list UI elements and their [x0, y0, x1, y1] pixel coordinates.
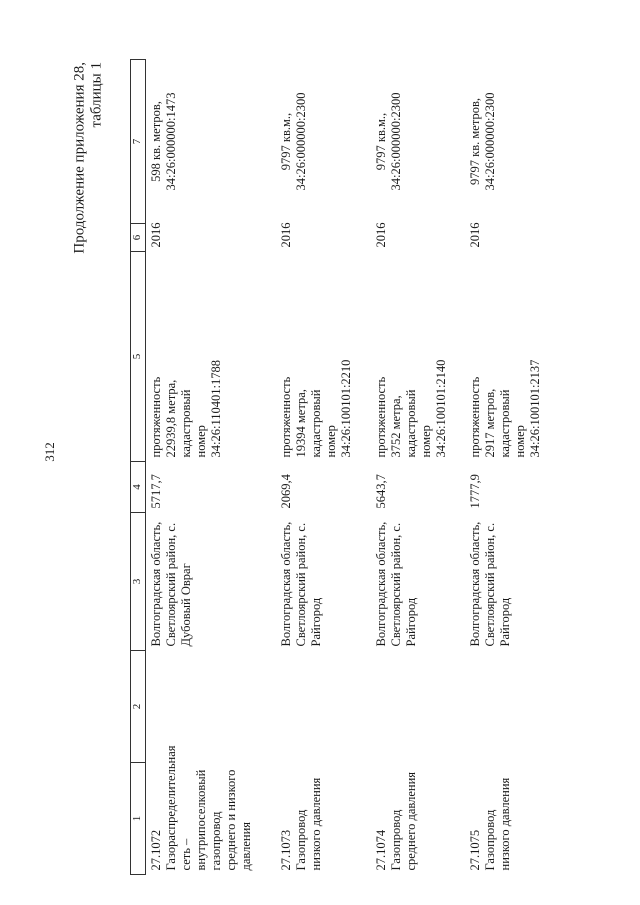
- desc-line: номер: [418, 425, 433, 458]
- row-location: Волгоградская область, Светлоярский район, с. Райгород: [373, 521, 418, 647]
- row-value: 1777,9: [468, 474, 483, 509]
- row-year: 2016: [373, 222, 388, 248]
- row-area: [276, 60, 371, 224]
- table-row: [371, 60, 466, 875]
- row-desc: [371, 252, 466, 462]
- desc-line: протяженность: [468, 376, 483, 458]
- row-name: Газопровод низкого давления: [483, 777, 513, 871]
- desc-line: 34:26:100101:2210: [338, 359, 353, 458]
- row-3-spacer: [371, 651, 466, 763]
- desc-line: 34:26:100101:2137: [528, 359, 543, 458]
- desc-line: кадастровый: [179, 389, 193, 458]
- row-name: Газораспределительная сеть – внутрипоселковый газопровод среднего и низкого давления: [164, 745, 253, 871]
- desc-line: протяженность: [149, 376, 163, 458]
- row-1-name-cell: [146, 745, 276, 875]
- area-line: 9797 кв.м.,: [278, 112, 293, 171]
- header-col-4: 4: [131, 462, 146, 513]
- desc-line: кадастровый: [498, 389, 513, 458]
- row-id: 27.1073: [278, 829, 293, 871]
- desc-line: 34:26:110401:1788: [209, 360, 223, 458]
- area-line: 34:26:000000:2300: [293, 92, 308, 191]
- row-desc: [276, 252, 371, 462]
- row-value: 5717,7: [149, 474, 163, 509]
- area-line: 9797 кв.м.,: [373, 112, 388, 171]
- table-row: [276, 60, 371, 875]
- desc-line: 34:26:100101:2140: [433, 359, 448, 458]
- desc-line: протяженность: [278, 376, 293, 458]
- table-row: [146, 60, 276, 875]
- rotated-table-container: [130, 60, 560, 875]
- header-col-2: 2: [131, 651, 146, 763]
- header-col-1: 1: [131, 763, 146, 875]
- header-row: [131, 60, 146, 875]
- header-col-6: 6: [131, 224, 146, 252]
- area-line: 34:26:000000:2300: [388, 92, 403, 191]
- row-name: Газопровод среднего давления: [388, 771, 418, 871]
- row-year: 2016: [278, 222, 293, 248]
- desc-line: номер: [194, 425, 208, 458]
- row-year: 2016: [468, 222, 483, 248]
- row-id: 27.1072: [149, 829, 163, 871]
- desc-line: 2917 метров,: [483, 388, 498, 458]
- row-id: 27.1075: [468, 829, 483, 871]
- row-location: Волгоградская область, Светлоярский район, с. Дубовый Овраг: [149, 521, 193, 647]
- desc-line: номер: [513, 425, 528, 458]
- desc-line: кадастровый: [308, 389, 323, 458]
- header-col-7: 7: [131, 60, 146, 224]
- row-location: Волгоградская область, Светлоярский район, с. Райгород: [468, 521, 513, 647]
- row-value: 5643,7: [373, 474, 388, 509]
- page-number: 312: [42, 442, 57, 462]
- row-area: [465, 60, 560, 224]
- caption-line-2: таблицы 1: [88, 62, 105, 128]
- row-location: Волгоградская область, Светлоярский район, с. Райгород: [278, 521, 323, 647]
- row-area: [371, 60, 466, 224]
- area-line: 34:26:000000:2300: [483, 92, 498, 191]
- desc-line: 3752 метра,: [388, 395, 403, 458]
- row-2-spacer: [276, 651, 371, 763]
- caption-line-1: Продолжение приложения 28,: [71, 62, 88, 254]
- desc-line: кадастровый: [403, 389, 418, 458]
- row-4-name-cell: [465, 763, 560, 875]
- desc-line: 19394 метра,: [293, 389, 308, 458]
- area-line: 34:26:000000:1473: [164, 92, 178, 191]
- row-4-spacer: [465, 651, 560, 763]
- row-year: 2016: [149, 222, 163, 248]
- row-name: Газопровод низкого давления: [293, 777, 323, 871]
- header-col-3: 3: [131, 513, 146, 651]
- row-desc: [465, 252, 560, 462]
- desc-line: протяженность: [373, 376, 388, 458]
- desc-line: 22939,8 метра,: [164, 379, 178, 458]
- row-3-name-cell: [371, 763, 466, 875]
- row-area: [146, 60, 276, 224]
- area-line: 9797 кв. метров,: [468, 98, 483, 185]
- area-line: 598 кв. метров,: [149, 101, 163, 182]
- row-desc: [146, 252, 276, 462]
- data-table: [130, 59, 560, 875]
- row-2-name-cell: [276, 763, 371, 875]
- row-id: 27.1074: [373, 829, 388, 871]
- row-value: 2069,4: [278, 474, 293, 509]
- table-row: [465, 60, 560, 875]
- header-col-5: 5: [131, 252, 146, 462]
- desc-line: номер: [323, 425, 338, 458]
